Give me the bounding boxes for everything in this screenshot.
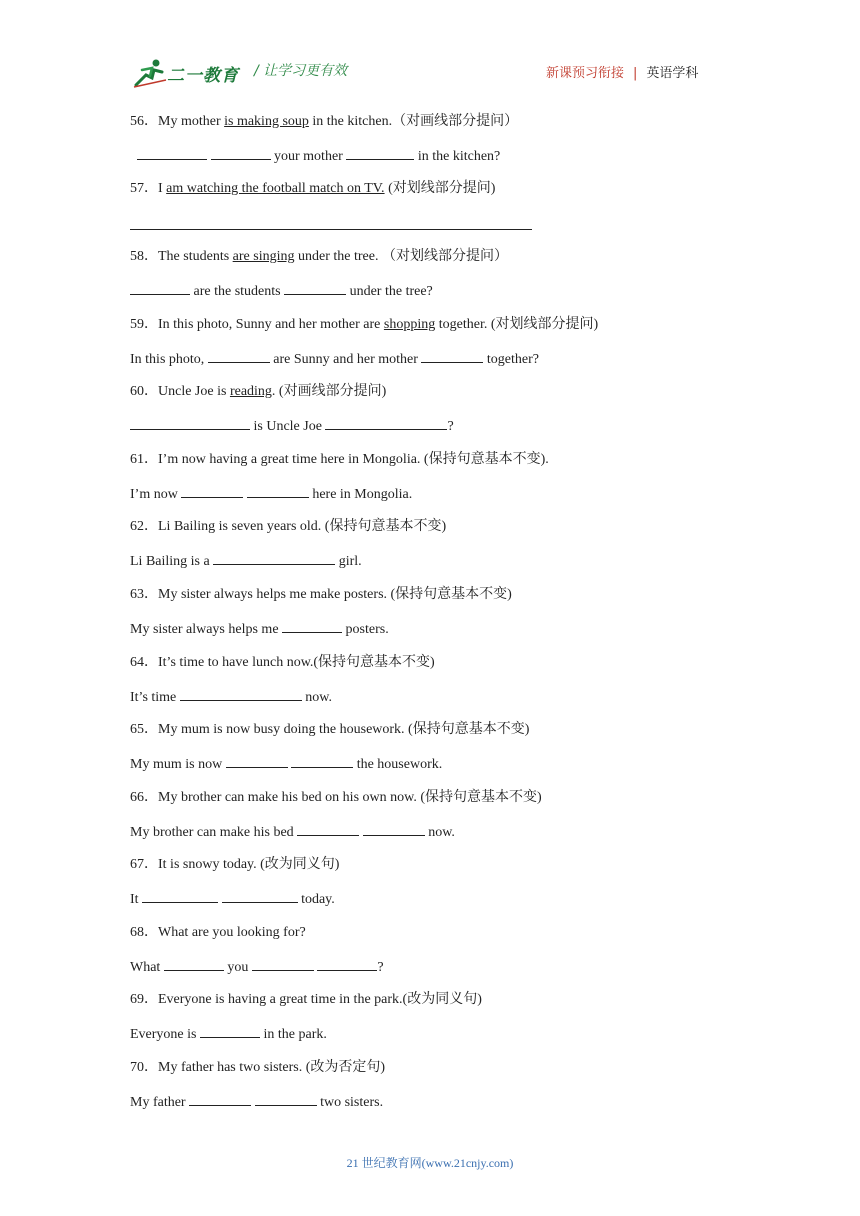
underlined-phrase: reading xyxy=(229,384,272,399)
answer-blank[interactable] xyxy=(137,147,207,160)
answer-text: here in Mongolia. xyxy=(308,487,413,502)
answer-line-65 xyxy=(130,755,442,774)
question-number: 64． xyxy=(130,655,158,670)
answer-blank[interactable] xyxy=(130,417,250,430)
question-58 xyxy=(130,248,508,266)
question-69 xyxy=(130,991,482,1009)
answer-text: Everyone is xyxy=(130,1027,200,1042)
question-text: in the kitchen.（对画线部分提问） xyxy=(308,114,519,129)
question-text: I xyxy=(158,181,167,196)
answer-blank[interactable] xyxy=(282,620,342,633)
question-57 xyxy=(130,180,495,198)
underlined-phrase: am watching the football match on TV. xyxy=(166,181,385,196)
question-70 xyxy=(130,1059,385,1077)
answer-blank[interactable] xyxy=(363,823,425,836)
question-65 xyxy=(130,721,529,739)
question-text: My father has two sisters. (改为否定句) xyxy=(158,1060,386,1075)
answer-text: you xyxy=(223,960,252,975)
question-number: 66． xyxy=(130,790,158,805)
question-56 xyxy=(130,113,518,131)
answer-text: in the park. xyxy=(259,1027,327,1042)
answer-text: now. xyxy=(424,825,455,840)
answer-text: My brother can make his bed xyxy=(130,825,298,840)
question-text: . (对画线部分提问) xyxy=(271,384,387,399)
question-62 xyxy=(130,518,446,536)
question-number: 67． xyxy=(130,857,158,872)
question-64 xyxy=(130,654,435,672)
header-divider: | xyxy=(633,66,638,81)
answer-line-59 xyxy=(130,350,539,369)
answer-blank[interactable] xyxy=(291,755,353,768)
answer-text: Li Bailing is a xyxy=(130,554,214,569)
answer-text: girl. xyxy=(335,554,362,569)
header-course-info xyxy=(546,62,698,81)
question-text: together. (对划线部分提问) xyxy=(435,317,599,332)
question-59 xyxy=(130,316,598,334)
question-number: 69． xyxy=(130,992,158,1007)
answer-blank[interactable] xyxy=(421,350,483,363)
answer-blank[interactable] xyxy=(213,552,335,565)
answer-text: now. xyxy=(301,690,332,705)
answer-line-68 xyxy=(130,958,384,977)
answer-line-62 xyxy=(130,552,362,571)
answer-blank[interactable] xyxy=(284,282,346,295)
question-61 xyxy=(130,451,549,469)
course-label: 新课预习衔接 xyxy=(546,66,625,81)
answer-text: together? xyxy=(483,352,539,367)
answer-blank[interactable] xyxy=(325,417,447,430)
answer-line-69 xyxy=(130,1025,327,1044)
question-66 xyxy=(130,789,542,807)
answer-line-64 xyxy=(130,688,332,707)
question-text: The students xyxy=(158,249,233,264)
answer-blank[interactable] xyxy=(247,485,309,498)
answer-blank[interactable] xyxy=(226,755,288,768)
answer-text: are Sunny and her mother xyxy=(269,352,422,367)
answer-line-63 xyxy=(130,620,389,639)
answer-text: in the kitchen? xyxy=(414,149,501,164)
answer-blank[interactable] xyxy=(255,1093,317,1106)
answer-text: posters. xyxy=(342,622,389,637)
answer-text: In this photo, xyxy=(130,352,208,367)
answer-blank[interactable] xyxy=(142,890,218,903)
question-number: 57． xyxy=(130,181,158,196)
question-number: 58． xyxy=(130,249,158,264)
question-text: It’s time to have lunch now.(保持句意基本不变) xyxy=(158,655,435,670)
answer-blank[interactable] xyxy=(222,890,298,903)
answer-blank[interactable] xyxy=(181,485,243,498)
underlined-phrase: are singing xyxy=(232,249,295,264)
question-number: 56． xyxy=(130,114,158,129)
question-60 xyxy=(130,383,386,401)
question-67 xyxy=(130,856,339,874)
answer-text: I’m now xyxy=(130,487,182,502)
question-63 xyxy=(130,586,512,604)
underlined-phrase: is making soup xyxy=(224,114,309,129)
page-header xyxy=(0,0,860,100)
answer-line-70 xyxy=(130,1093,383,1112)
question-number: 60． xyxy=(130,384,158,399)
answer-blank[interactable] xyxy=(211,147,271,160)
answer-blank[interactable] xyxy=(180,688,302,701)
runner-logo-icon xyxy=(132,58,168,88)
question-number: 63． xyxy=(130,587,158,602)
answer-blank[interactable] xyxy=(130,282,190,295)
answer-line-66 xyxy=(130,823,455,842)
answer-blank[interactable] xyxy=(297,823,359,836)
question-text: It is snowy today. (改为同义句) xyxy=(158,857,340,872)
question-text: I’m now having a great time here in Mongolia. (保持句意基本不变). xyxy=(158,452,549,467)
answer-text: ? xyxy=(447,419,454,434)
question-text: My brother can make his bed on his own now. (保持句意基本不变) xyxy=(158,790,542,805)
answer-text: It xyxy=(130,892,143,907)
answer-text: under the tree? xyxy=(346,284,433,299)
question-text: My mother xyxy=(158,114,225,129)
answer-blank[interactable] xyxy=(317,958,377,971)
answer-blank[interactable] xyxy=(200,1025,260,1038)
answer-text: your mother xyxy=(270,149,347,164)
question-68 xyxy=(130,924,306,942)
answer-text: are the students xyxy=(190,284,285,299)
answer-blank[interactable] xyxy=(208,350,270,363)
question-text: My sister always helps me make posters. (保持句意基本不变) xyxy=(158,587,512,602)
question-number: 68． xyxy=(130,925,158,940)
slogan: / 让学习更有效 xyxy=(254,63,348,79)
question-text: Li Bailing is seven years old. (保持句意基本不变) xyxy=(158,519,447,534)
logo-text: 二一教育 xyxy=(167,66,239,86)
answer-blank[interactable] xyxy=(189,1093,251,1106)
question-number: 70． xyxy=(130,1060,158,1075)
question-text: My mum is now busy doing the housework. (保持句意基本不变) xyxy=(158,722,530,737)
subject-label: 英语学科 xyxy=(646,66,699,81)
question-text: (对划线部分提问) xyxy=(384,181,496,196)
answer-line-56 xyxy=(130,147,500,166)
question-text: Everyone is having a great time in the park.(改为同义句) xyxy=(158,992,482,1007)
answer-text: What xyxy=(130,960,164,975)
logo xyxy=(132,58,244,88)
question-number: 65． xyxy=(130,722,158,737)
question-text: Uncle Joe is xyxy=(158,384,230,399)
answer-line-61 xyxy=(130,485,412,504)
answer-text: today. xyxy=(297,892,335,907)
answer-blank[interactable] xyxy=(164,958,224,971)
answer-text: My sister always helps me xyxy=(130,622,283,637)
page-footer: 21 世纪教育网(www.21cnjy.com) xyxy=(346,1156,514,1170)
answer-line-58 xyxy=(130,282,433,301)
answer-text: ? xyxy=(377,960,384,975)
answer-text: My father xyxy=(130,1095,190,1110)
underlined-phrase: shopping xyxy=(383,317,436,332)
question-text: What are you looking for? xyxy=(158,925,306,940)
answer-text: is Uncle Joe xyxy=(250,419,326,434)
question-number: 61． xyxy=(130,452,158,467)
answer-line-67 xyxy=(130,890,335,909)
question-text: In this photo, Sunny and her mother are xyxy=(158,317,384,332)
question-number: 59． xyxy=(130,317,158,332)
answer-text: the housework. xyxy=(353,757,443,772)
answer-line xyxy=(130,229,532,230)
answer-text: My mum is now xyxy=(130,757,226,772)
answer-blank[interactable] xyxy=(346,147,414,160)
answer-text xyxy=(130,149,137,164)
answer-blank[interactable] xyxy=(252,958,314,971)
answer-line-60 xyxy=(130,417,454,436)
answer-text: two sisters. xyxy=(316,1095,384,1110)
question-number: 62． xyxy=(130,519,158,534)
question-text: under the tree. （对划线部分提问） xyxy=(294,249,508,264)
answer-text: It’s time xyxy=(130,690,180,705)
